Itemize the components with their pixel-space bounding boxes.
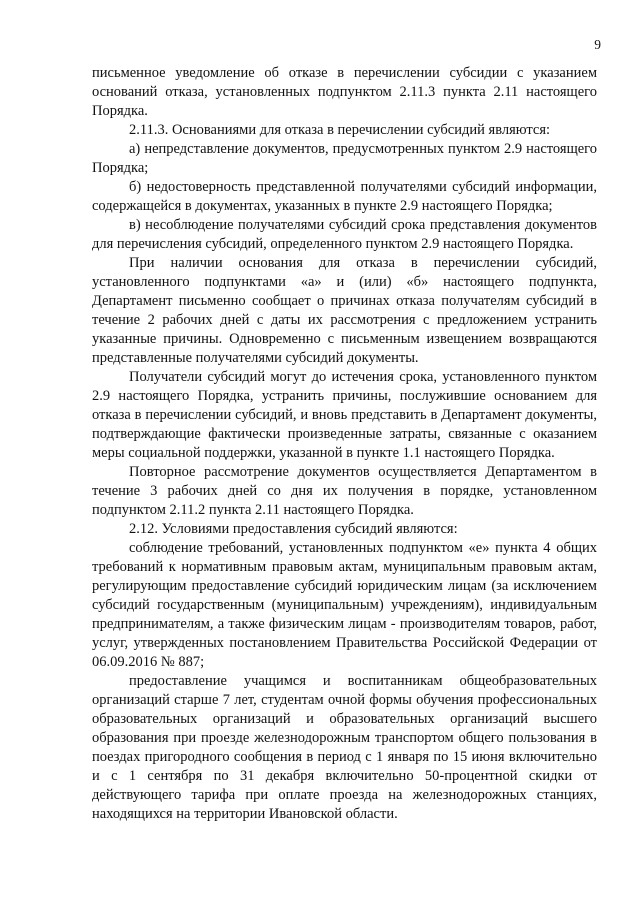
paragraph-8: Повторное рассмотрение документов осуществляется Департаментом в течение 3 рабочих дней со дня их получения в порядке, установленном подпунктом 2.11.2 пункта 2.11 настоящего Порядка.	[92, 464, 597, 518]
paragraph-11: предоставление учащимся и воспитанникам общеобразовательных организаций старше 7 лет, студентам очной формы обучения профессиональных образовательных организаций и образовательных организаций высшего образования при проезде железнодорожным транспортом общего пользования в поездах пригородного сообщения в период с 1 января по 15 июня включительно и с 1 сентября по 31 декабря включительно 50-процентной скидки от действующего тарифа при оплате проезда на железнодорожных станциях, находящихся на территории Ивановской области.	[92, 673, 597, 822]
paragraph-10: соблюдение требований, установленных подпунктом «е» пункта 4 общих требований к нормативным правовым актам, муниципальным правовым актам, регулирующим предоставление субсидий юридическим лицам (за исключением субсидий государственным (муниципальным) учреждениям), индивидуальным предпринимателям, а также физическим лицам - производителям товаров, работ, услуг, утвержденных постановлением Правительства Российской Федерации от 06.09.2016 № 887;	[92, 540, 597, 670]
paragraph-9: 2.12. Условиями предоставления субсидий являются:	[129, 521, 458, 537]
paragraph-3: а) непредставление документов, предусмотренных пунктом 2.9 настоящего Порядка;	[92, 141, 597, 176]
paragraph-1: письменное уведомление об отказе в перечислении субсидии с указанием оснований отказа, установленных подпунктом 2.11.3 пункта 2.11 настоящего Порядка.	[92, 65, 597, 119]
paragraph-2: 2.11.3. Основаниями для отказа в перечислении субсидий являются:	[129, 122, 551, 138]
paragraph-4: б) недостоверность представленной получателями субсидий информации, содержащейся в документах, указанных в пункте 2.9 настоящего Порядка;	[92, 179, 597, 214]
paragraph-7: Получатели субсидий могут до истечения срока, установленного пунктом 2.9 настоящего Порядка, устранить причины, послужившие основанием для отказа в перечислении субсидий, и вновь представить в Департамент документы, подтверждающие фактически произведенные затраты, связанные с оказанием меры социальной поддержки, указанной в пункте 1.1 настоящего Порядка.	[92, 369, 597, 461]
document-body	[92, 64, 597, 824]
page-number: 9	[594, 37, 601, 52]
paragraph-5: в) несоблюдение получателями субсидий срока представления документов для перечисления субсидий, определенного пунктом 2.9 настоящего Порядка.	[92, 217, 597, 252]
paragraph-6: При наличии основания для отказа в перечислении субсидий, установленного подпунктами «а» и (или) «б» настоящего подпункта, Департамент письменно сообщает о причинах отказа получателям субсидий в течение 2 рабочих дней с даты их рассмотрения с предложением устранить указанные причины. Одновременно с письменным извещением возвращаются представленные получателями субсидий документы.	[92, 255, 597, 366]
